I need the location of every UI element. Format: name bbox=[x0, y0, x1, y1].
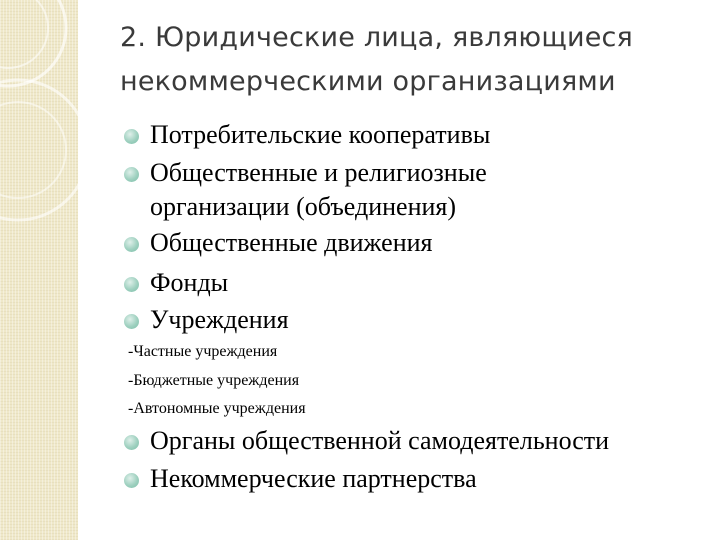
sub-item: -Автономные учреждения bbox=[128, 400, 306, 417]
bullet-icon bbox=[124, 435, 139, 450]
list-item-text: Учреждения bbox=[150, 305, 289, 334]
bullet-icon bbox=[124, 167, 139, 182]
title-line-2: некоммерческими организациями bbox=[120, 66, 616, 97]
bullet-icon bbox=[124, 129, 139, 144]
list-item-text: Фонды bbox=[150, 268, 229, 297]
sub-item: -Частные учреждения bbox=[128, 343, 278, 360]
list-item-text: Органы общественной самодеятельности bbox=[150, 426, 610, 455]
bullet-icon bbox=[124, 277, 139, 292]
list-item-text: Потребительские кооперативы bbox=[150, 120, 491, 149]
bullet-icon bbox=[124, 314, 139, 329]
decorative-circles bbox=[0, 0, 78, 540]
decorative-side-panel bbox=[0, 0, 78, 540]
list-item-text: Общественные и религиозные bbox=[150, 158, 487, 187]
bullet-icon bbox=[124, 237, 139, 252]
title-line-1: 2. Юридические лица, являющиеся bbox=[120, 22, 634, 53]
list-item-text: Общественные движения bbox=[150, 228, 433, 257]
slide-title bbox=[120, 16, 710, 104]
list-item-text: Некоммерческие партнерства bbox=[150, 464, 477, 493]
bullet-icon bbox=[124, 473, 139, 488]
list-item-text: организации (объединения) bbox=[150, 192, 457, 221]
sub-item: -Бюджетные учреждения bbox=[128, 372, 300, 389]
